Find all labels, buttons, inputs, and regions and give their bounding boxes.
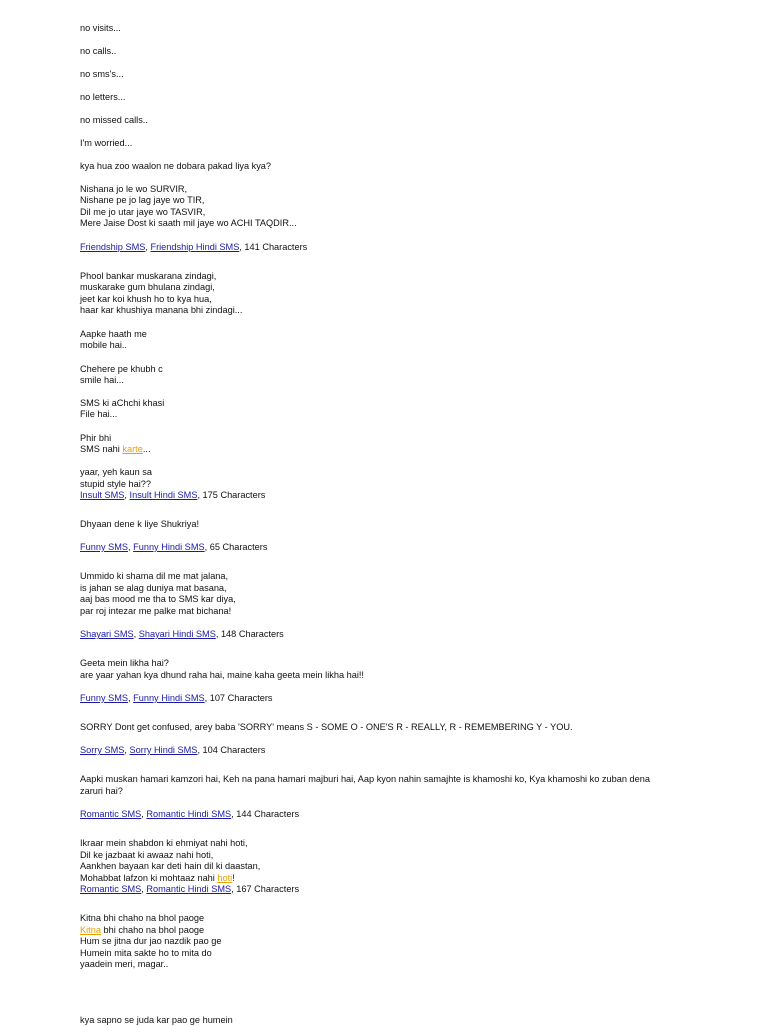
separator: , xyxy=(128,693,134,703)
text-line: muskarake gum bhulana zindagi, xyxy=(80,282,215,292)
text-line: Geeta mein likha hai? xyxy=(80,658,169,668)
text-line: Aankhen bayaan kar deti hain dil ki daastan, xyxy=(80,861,261,871)
category-hindi-link[interactable]: Shayari Hindi SMS xyxy=(138,629,216,639)
text-line: no visits... xyxy=(80,23,121,33)
category-hindi-link[interactable]: Funny Hindi SMS xyxy=(133,542,205,552)
category-link[interactable]: Insult SMS xyxy=(80,490,125,500)
text-line: yaar, yeh kaun sa xyxy=(80,467,153,477)
highlight-link[interactable]: Kitna xyxy=(80,925,101,935)
text-line: kya hua zoo waalon ne dobara pakad liya kya? xyxy=(80,161,272,171)
text-line: Humein mita sakte ho to mita do xyxy=(80,948,212,958)
category-link[interactable]: Shayari SMS xyxy=(80,629,134,639)
text-fragment: bhi chaho na bhol paoge xyxy=(100,925,205,935)
text-line: jeet kar koi khush ho to kya hua, xyxy=(80,294,212,304)
text-line: Ummido ki shama dil me mat jalana, xyxy=(80,571,229,581)
character-count: , 148 Characters xyxy=(215,629,284,639)
category-link[interactable]: Sorry SMS xyxy=(80,745,125,755)
character-count: , 167 Characters xyxy=(231,884,300,894)
category-link[interactable]: Romantic SMS xyxy=(80,809,142,819)
category-line xyxy=(80,809,299,820)
text-line: Aapki muskan hamari kamzori hai, Keh na pana hamari majburi hai, Aap kyon nahin samajhte is khamoshi ko, Kya khamoshi ko zuban dena xyxy=(80,774,650,784)
category-line xyxy=(80,542,267,553)
category-hindi-link[interactable]: Romantic Hindi SMS xyxy=(146,884,232,894)
text-line: are yaar yahan kya dhund raha hai, maine kaha geeta mein likha hai!! xyxy=(80,670,364,680)
text-fragment: ! xyxy=(232,873,235,883)
category-line xyxy=(80,884,299,895)
text-line: zaruri hai? xyxy=(80,786,123,796)
text-line: Dil ke jazbaat ki awaaz nahi hoti, xyxy=(80,850,214,860)
category-link[interactable]: Friendship SMS xyxy=(80,242,146,252)
text-line: no calls.. xyxy=(80,46,117,56)
character-count: , 175 Characters xyxy=(197,490,266,500)
text-line: haar kar khushiya manana bhi zindagi... xyxy=(80,305,243,315)
text-line: Phir bhi xyxy=(80,433,112,443)
text-line: SORRY Dont get confused, arey baba 'SORRY' means S - SOME O - ONE'S R - REALLY, R - REMEMBERING Y - YOU. xyxy=(80,722,573,732)
text-line: kya sapno se juda kar pao ge humein xyxy=(80,1015,233,1025)
separator: , xyxy=(124,490,130,500)
text-line: par roj intezar me palke mat bichana! xyxy=(80,606,232,616)
text-line xyxy=(80,444,151,455)
text-line: Aapke haath me xyxy=(80,329,147,339)
category-hindi-link[interactable]: Insult Hindi SMS xyxy=(129,490,198,500)
text-line: Hum se jitna dur jao nazdik pao ge xyxy=(80,936,222,946)
text-line: yaadein meri, magar.. xyxy=(80,959,169,969)
text-line: SMS ki aChchi khasi xyxy=(80,398,165,408)
text-line: File hai... xyxy=(80,409,118,419)
category-line xyxy=(80,745,265,756)
category-link[interactable]: Funny SMS xyxy=(80,693,128,703)
character-count: , 104 Characters xyxy=(197,745,266,755)
text-line: Nishane pe jo lag jaye wo TIR, xyxy=(80,195,205,205)
text-line: no missed calls.. xyxy=(80,115,148,125)
highlight-link[interactable]: hoti xyxy=(217,873,233,883)
text-line: Ikraar mein shabdon ki ehmiyat nahi hoti, xyxy=(80,838,248,848)
separator: , xyxy=(145,242,151,252)
text-line: Chehere pe khubh c xyxy=(80,364,163,374)
text-line: Mere Jaise Dost ki saath mil jaye wo ACHI TAQDIR... xyxy=(80,218,297,228)
highlight-link[interactable]: karte xyxy=(122,444,143,454)
character-count: , 144 Characters xyxy=(231,809,300,819)
text-line: mobile hai.. xyxy=(80,340,127,350)
category-hindi-link[interactable]: Sorry Hindi SMS xyxy=(129,745,198,755)
text-line: smile hai... xyxy=(80,375,124,385)
text-line: is jahan se alag duniya mat basana, xyxy=(80,583,227,593)
separator: , xyxy=(141,884,147,894)
text-line: stupid style hai?? xyxy=(80,479,151,489)
separator: , xyxy=(133,629,139,639)
text-line: Kitna bhi chaho na bhol paoge xyxy=(80,913,205,923)
text-line xyxy=(80,925,204,936)
category-hindi-link[interactable]: Romantic Hindi SMS xyxy=(146,809,232,819)
category-line xyxy=(80,242,307,253)
category-line xyxy=(80,693,273,704)
text-line xyxy=(80,873,235,884)
text-line: no sms's... xyxy=(80,69,124,79)
category-hindi-link[interactable]: Friendship Hindi SMS xyxy=(150,242,240,252)
category-line xyxy=(80,629,284,640)
character-count: , 65 Characters xyxy=(204,542,268,552)
category-link[interactable]: Romantic SMS xyxy=(80,884,142,894)
text-line: aaj bas mood me tha to SMS kar diya, xyxy=(80,594,236,604)
separator: , xyxy=(141,809,147,819)
text-line: Dil me jo utar jaye wo TASVIR, xyxy=(80,207,206,217)
text-fragment: SMS nahi xyxy=(80,444,120,454)
text-fragment: ... xyxy=(142,444,151,454)
separator: , xyxy=(124,745,130,755)
character-count: , 141 Characters xyxy=(239,242,308,252)
category-link[interactable]: Funny SMS xyxy=(80,542,128,552)
text-line: Dhyaan dene k liye Shukriya! xyxy=(80,519,199,529)
category-hindi-link[interactable]: Funny Hindi SMS xyxy=(133,693,205,703)
text-line: no letters... xyxy=(80,92,126,102)
text-line: I'm worried... xyxy=(80,138,133,148)
text-line: Nishana jo le wo SURVIR, xyxy=(80,184,188,194)
text-line: Phool bankar muskarana zindagi, xyxy=(80,271,217,281)
separator: , xyxy=(128,542,134,552)
text-fragment: Mohabbat lafzon ki mohtaaz nahi xyxy=(80,873,215,883)
category-line xyxy=(80,490,265,501)
character-count: , 107 Characters xyxy=(204,693,273,703)
